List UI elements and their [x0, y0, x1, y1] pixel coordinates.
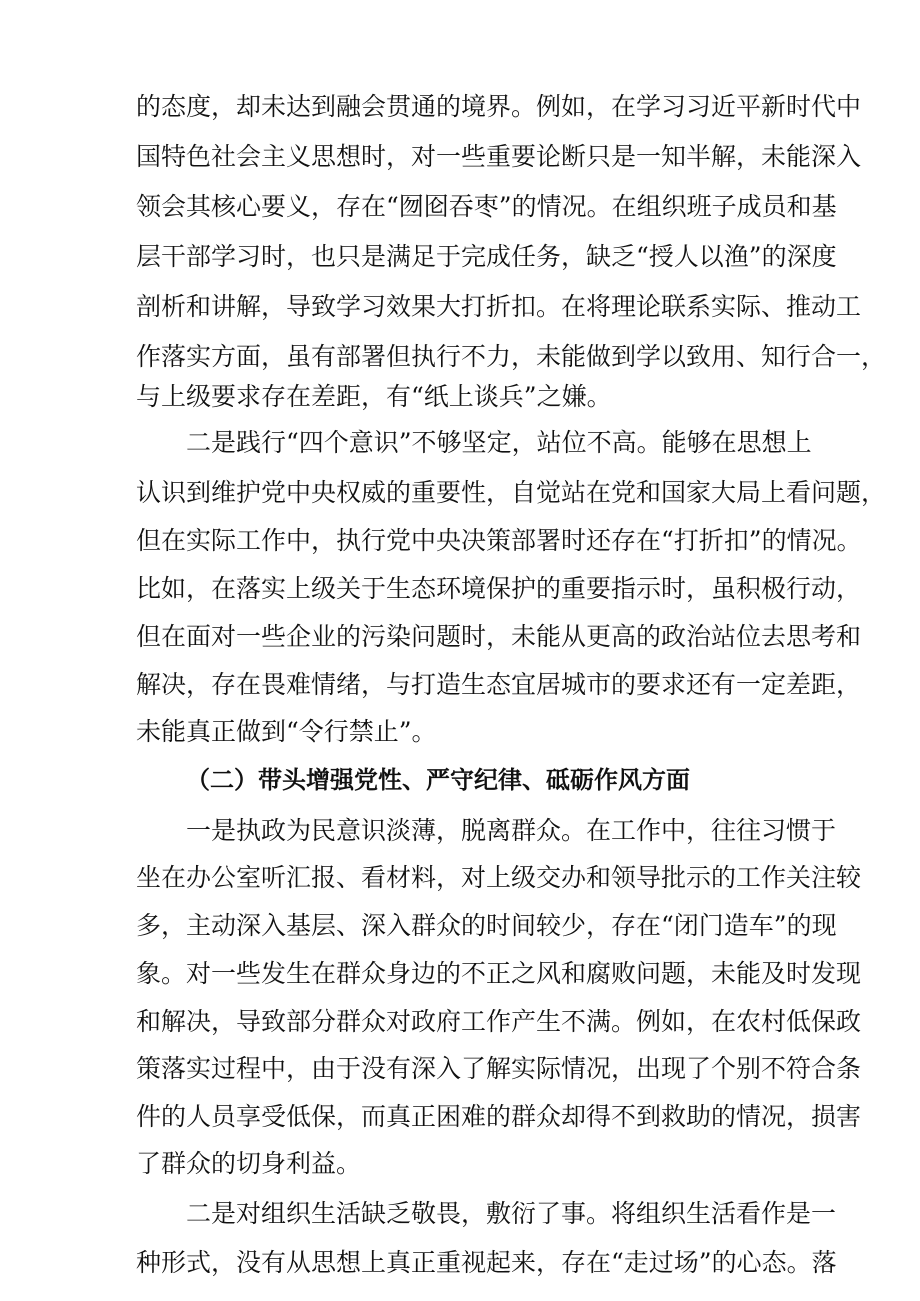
paragraph-4-line-2: 种形式，没有从思想上真正重视起来，存在“走过场”的心态。落 [136, 1248, 837, 1277]
paragraph-2-line-4: 比如，在落实上级关于生态环境保护的重要指示时，虽积极行动， [136, 574, 862, 603]
paragraph-1-line-1: 的态度，却未达到融会贯通的境界。例如，在学习习近平新时代中 [136, 92, 862, 121]
paragraph-1-line-7: 与上级要求存在差距，有“纸上谈兵”之嫌。 [136, 382, 612, 411]
paragraph-2-line-6: 解决，存在畏难情绪，与打造生态宜居城市的要求还有一定差距， [136, 670, 862, 699]
paragraph-3-line-8: 了群众的切身利益。 [136, 1149, 362, 1178]
paragraph-1-line-4: 层干部学习时，也只是满足于完成任务，缺乏“授人以渔”的深度 [136, 242, 837, 271]
paragraph-1-line-6: 作落实方面，虽有部署但执行不力，未能做到学以致用、知行合一， [136, 342, 887, 371]
paragraph-1-line-5: 剖析和讲解，导致学习效果大打折扣。在将理论联系实际、推动工 [136, 292, 862, 321]
paragraph-2-line-7: 未能真正做到“令行禁止”。 [136, 717, 437, 746]
paragraph-4-line-1: 二是对组织生活缺乏敬畏，敷衍了事。将组织生活看作是一 [186, 1199, 837, 1228]
paragraph-3-line-1: 一是执政为民意识淡薄，脱离群众。在工作中，往往习惯于 [186, 816, 837, 845]
paragraph-3-line-5: 和解决，导致部分群众对政府工作产生不满。例如，在农村低保政 [136, 1007, 862, 1036]
paragraph-3-line-4: 象。对一些发生在群众身边的不正之风和腐败问题，未能及时发现 [136, 959, 862, 988]
paragraph-3-line-6: 策落实过程中，由于没有深入了解实际情况，出现了个别不符合条 [136, 1054, 862, 1083]
paragraph-2-line-3: 但在实际工作中，执行党中央决策部署时还存在“打折扣”的情况。 [136, 526, 862, 555]
paragraph-1-line-2: 国特色社会主义思想时，对一些重要论断只是一知半解，未能深入 [136, 142, 862, 171]
section-heading: （二）带头增强党性、严守纪律、砥砺作风方面 [186, 766, 690, 794]
paragraph-1-line-3: 领会其核心要义，存在“囫囵吞枣”的情况。在组织班子成员和基 [136, 192, 837, 221]
paragraph-2-line-5: 但在面对一些企业的污染问题时，未能从更高的政治站位去思考和 [136, 622, 862, 651]
paragraph-2-line-2: 认识到维护党中央权威的重要性，自觉站在党和国家大局上看问题， [136, 478, 887, 507]
paragraph-3-line-2: 坐在办公室听汇报、看材料，对上级交办和领导批示的工作关注较 [136, 863, 862, 892]
paragraph-2-line-1: 二是践行“四个意识”不够坚定，站位不高。能够在思想上 [186, 428, 812, 457]
paragraph-3-line-7: 件的人员享受低保，而真正困难的群众却得不到救助的情况，损害 [136, 1102, 862, 1131]
paragraph-3-line-3: 多，主动深入基层、深入群众的时间较少，存在“闭门造车”的现 [136, 911, 837, 940]
